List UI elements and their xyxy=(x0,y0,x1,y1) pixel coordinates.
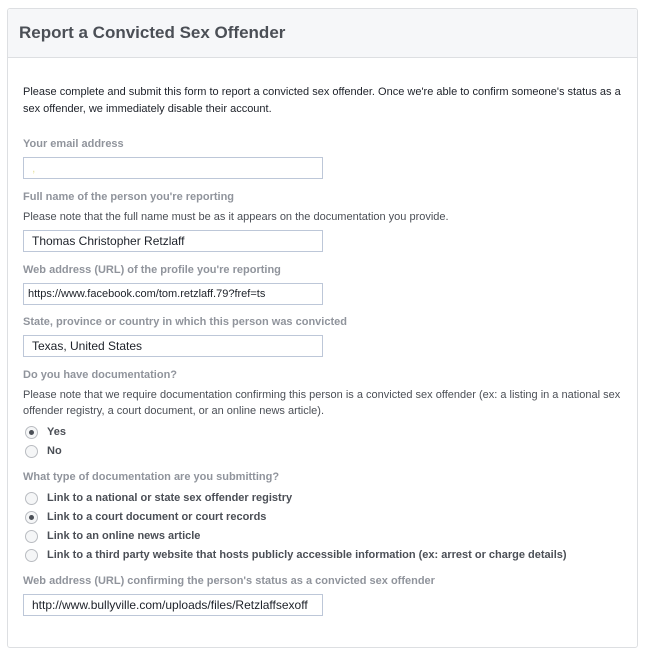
radio-no[interactable] xyxy=(25,445,38,458)
profile-url-field[interactable] xyxy=(23,283,323,305)
radio-third-party[interactable] xyxy=(25,549,38,562)
full-name-note: Please note that the full name must be as it appears on the documentation you provide. xyxy=(23,211,449,223)
documentation-note: Please note that we require documentation confirming this person is a convicted sex offender (ex: a listing in a national sex offender registry, a court document, or an online news article). xyxy=(23,389,621,417)
radio-registry-label: Link to a national or state sex offender registry xyxy=(47,492,293,504)
full-name-label: Full name of the person you're reporting xyxy=(23,191,235,203)
doc-type-option-third-party[interactable] xyxy=(25,547,567,563)
radio-third-party-label: Link to a third party website that hosts publicly accessible information (ex: arrest or charge details) xyxy=(47,549,567,561)
confirm-url-label: Web address (URL) confirming the person's status as a convicted sex offender xyxy=(23,575,435,587)
documentation-label: Do you have documentation? xyxy=(23,369,178,381)
location-label: State, province or country in which this person was convicted xyxy=(23,316,347,328)
documentation-option-yes[interactable] xyxy=(25,424,66,440)
radio-court[interactable] xyxy=(25,511,38,524)
radio-registry[interactable] xyxy=(25,492,38,505)
radio-yes-label: Yes xyxy=(47,426,66,438)
full-name-field[interactable] xyxy=(23,230,323,252)
confirm-url-field[interactable] xyxy=(23,594,323,616)
email-field[interactable] xyxy=(23,157,323,179)
email-label: Your email address xyxy=(23,138,124,150)
radio-yes[interactable] xyxy=(25,426,38,439)
profile-url-label: Web address (URL) of the profile you're reporting xyxy=(23,264,281,276)
doc-type-option-registry[interactable] xyxy=(25,490,292,506)
intro-text: Please complete and submit this form to report a convicted sex offender. Once we're able to confirm someone's status as a sex offender, we immediately disable their account. xyxy=(23,86,621,115)
doc-type-option-news[interactable] xyxy=(25,528,200,544)
radio-news-label: Link to an online news article xyxy=(47,530,201,542)
radio-news[interactable] xyxy=(25,530,38,543)
radio-court-label: Link to a court document or court records xyxy=(47,511,267,523)
doc-type-option-court[interactable] xyxy=(25,509,266,525)
radio-no-label: No xyxy=(47,445,62,457)
page-title: Report a Convicted Sex Offender xyxy=(19,23,286,42)
panel-header xyxy=(8,9,637,58)
location-field[interactable] xyxy=(23,335,323,357)
doc-type-label: What type of documentation are you submitting? xyxy=(23,471,280,483)
documentation-option-no[interactable] xyxy=(25,443,62,459)
